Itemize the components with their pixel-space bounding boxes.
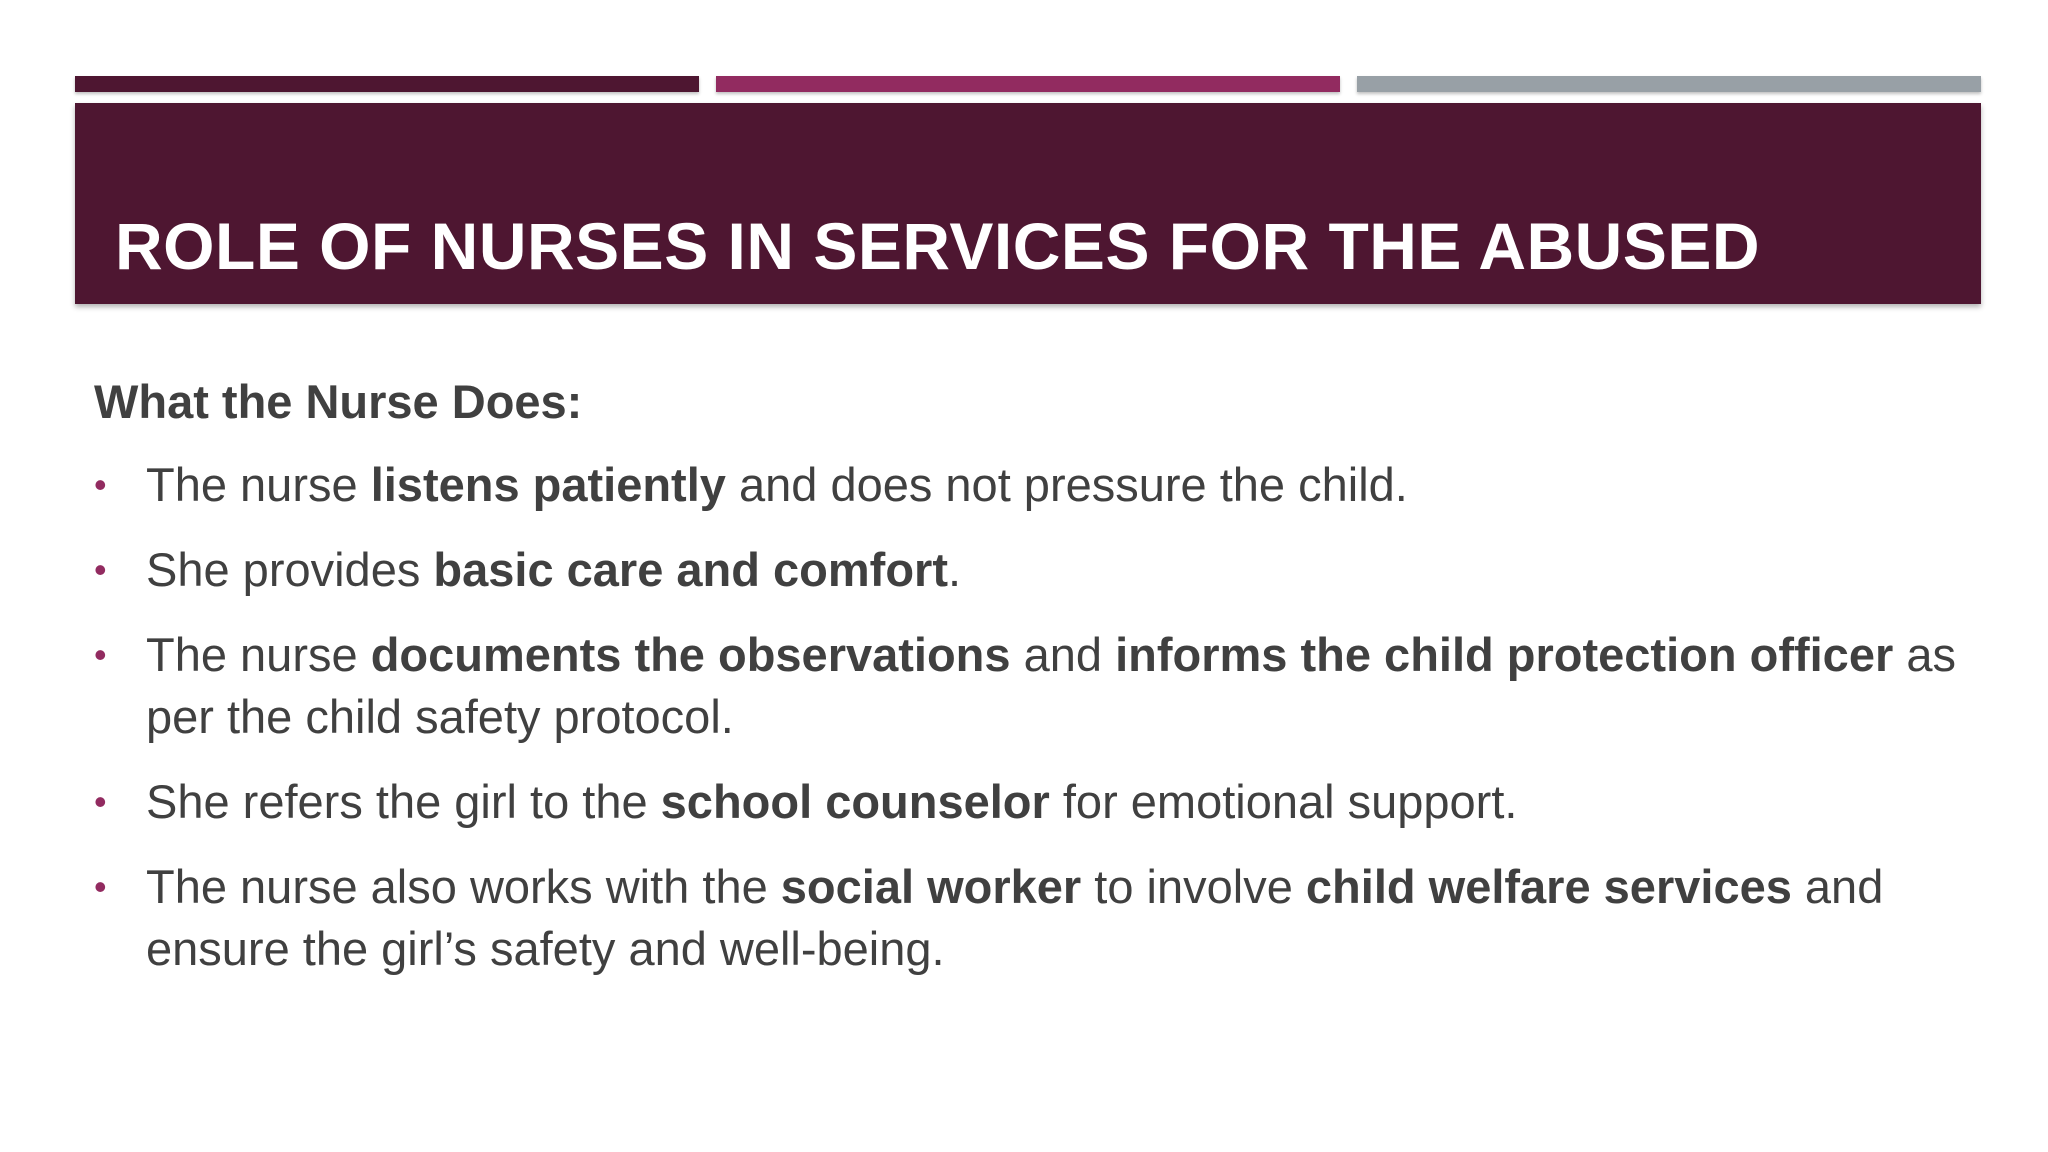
text-segment: and ensure the girl’s safety and well-being. xyxy=(146,860,1884,975)
text-segment: She provides xyxy=(146,543,434,596)
bullet-dot-icon: • xyxy=(94,866,107,907)
bold-text-segment: school counselor xyxy=(660,775,1050,828)
bullet-text xyxy=(146,775,1517,828)
bullet-item xyxy=(94,454,1974,516)
bullet-list xyxy=(94,454,1974,980)
bullet-text xyxy=(146,628,1956,743)
text-segment: The nurse xyxy=(146,628,371,681)
bullet-text xyxy=(146,458,1408,511)
text-segment: and xyxy=(1010,628,1116,681)
text-segment: The nurse also works with the xyxy=(146,860,781,913)
text-segment: and does not pressure the child. xyxy=(725,458,1408,511)
bold-text-segment: child welfare services xyxy=(1305,860,1792,913)
section-heading: What the Nurse Does: xyxy=(94,375,583,428)
bullet-text xyxy=(146,543,961,596)
title-band xyxy=(75,103,1981,304)
text-segment: She refers the girl to the xyxy=(146,775,661,828)
text-segment: for emotional support. xyxy=(1049,775,1518,828)
bullet-dot-icon: • xyxy=(94,634,107,675)
text-segment: The nurse xyxy=(146,458,371,511)
bullet-dot-icon: • xyxy=(94,464,107,505)
text-segment: . xyxy=(947,543,962,596)
bullet-item xyxy=(94,624,1974,748)
bold-text-segment: basic care and comfort xyxy=(433,543,948,596)
bullet-item xyxy=(94,856,1974,980)
bullet-text xyxy=(146,860,1883,975)
bullet-item xyxy=(94,771,1974,833)
bullet-item xyxy=(94,539,1974,601)
accent-bar-gray xyxy=(1357,76,1981,92)
bold-text-segment: informs the child protection officer xyxy=(1115,628,1894,681)
bold-text-segment: listens patiently xyxy=(370,458,726,511)
bold-text-segment: social worker xyxy=(780,860,1082,913)
accent-bar-magenta xyxy=(716,76,1340,92)
accent-bar-dark xyxy=(75,76,699,92)
slide-body xyxy=(94,372,1974,1003)
bold-text-segment: documents the observations xyxy=(370,628,1011,681)
text-segment: to involve xyxy=(1081,860,1306,913)
text-segment: as per the child safety protocol. xyxy=(146,628,1956,743)
bullet-dot-icon: • xyxy=(94,549,107,590)
bullet-dot-icon: • xyxy=(94,781,107,822)
slide-title: ROLE OF NURSES IN SERVICES FOR THE ABUSED xyxy=(115,209,1761,283)
